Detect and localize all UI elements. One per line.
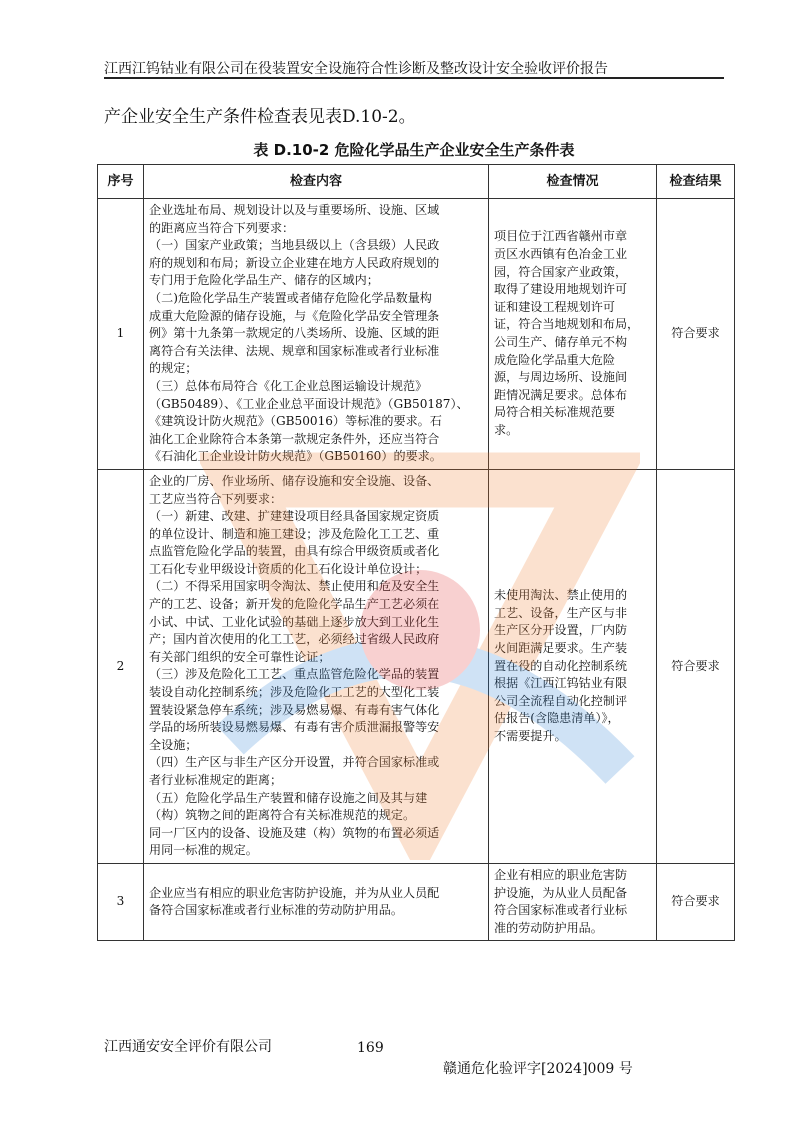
check-result-cell: 符合要求 <box>657 469 735 863</box>
check-status-line: 证，符合当地规划和布局， <box>494 317 640 332</box>
check-content-line: （四）生产区与非生产区分开设置，并符合国家标准或 <box>149 755 440 770</box>
check-status-line: 未使用淘汰、禁止使用的 <box>494 588 628 603</box>
check-content-line: 企业应当有相应的职业危害防护设施，并为从业人员配 <box>149 885 440 900</box>
header-result: 检查结果 <box>657 165 735 199</box>
row-number: 2 <box>98 469 144 863</box>
check-content-line: 油化工企业除符合本条第一款规定条件外，还应当符合 <box>149 431 440 446</box>
check-content-line: （构）筑物之间的距离符合有关标准规范的规定。 <box>149 808 416 823</box>
check-content-line: 装设自动化控制系统；涉及危险化工工艺的大型化工装 <box>149 685 440 700</box>
check-content-line: 企业选址布局、规划设计以及与重要场所、设施、区域 <box>149 203 440 217</box>
check-content-line: （三）涉及危险化工工艺、重点监管危险化学品的装置 <box>149 667 440 682</box>
page-number: 169 <box>357 1040 384 1056</box>
check-status-line: 护设施，为从业人员配备 <box>494 885 628 900</box>
check-status-line: 证和建设工程规划许可 <box>494 299 615 314</box>
check-status-line: 企业有相应的职业危害防 <box>494 867 628 882</box>
check-status-line: 局符合相关标准规范要 <box>494 405 615 420</box>
check-status-line: 成危险化学品重大危险 <box>494 352 615 367</box>
intro-text: 产企业安全生产条件检查表见表D.10-2。 <box>104 107 416 127</box>
table-row <box>98 469 735 863</box>
check-status-line: 工艺、设备，生产区与非 <box>494 605 628 620</box>
safety-conditions-table <box>97 164 735 941</box>
check-content-line: 者行业标准规定的距离； <box>149 773 283 787</box>
check-content-line: 用同一标准的规定。 <box>149 843 258 858</box>
check-content-line: 全设施； <box>149 737 198 752</box>
header-status: 检查情况 <box>489 165 657 199</box>
check-content-line: （一）新建、改建、扩建建设项目经具备国家规定资质 <box>149 509 440 524</box>
check-content-line: 成重大危险源的储存设施，与《危险化学品安全管理条 <box>149 308 440 323</box>
check-status-line: 公司全流程自动化控制评 <box>494 693 628 708</box>
check-status-line: 准的劳动防护用品。 <box>494 920 603 935</box>
document-number: 赣通危化验评字[2024]009 号 <box>443 1061 633 1077</box>
check-content-line: 的单位设计、制造和施工建设；涉及危险化工工艺、重 <box>149 526 440 541</box>
check-content-line: （GB50489）、《工业企业总平面设计规范》（GB50187）、 <box>149 396 469 411</box>
header-content: 检查内容 <box>144 165 489 199</box>
check-content-line: 专门用于危险化学品生产、储存的区域内； <box>149 273 379 288</box>
check-content-cell <box>144 199 489 470</box>
header-divider <box>104 77 724 79</box>
check-content-line: 企业的厂房、作业场所、储存设施和安全设施、设备、 <box>149 473 440 488</box>
check-status-line: 不需要提升。 <box>494 729 567 744</box>
table-row <box>98 199 735 470</box>
check-result-cell: 符合要求 <box>657 863 735 940</box>
check-status-cell <box>489 199 657 470</box>
check-content-line: 有关部门组织的安全可靠性论证； <box>149 649 331 664</box>
check-content-line: 的规定； <box>149 361 198 376</box>
check-status-line: 公司生产、储存单元不构 <box>494 334 628 349</box>
check-content-line: （三）总体布局符合《化工企业总图运输设计规范》 <box>149 378 428 393</box>
check-content-line: 工艺应当符合下列要求： <box>149 491 283 506</box>
header-no: 序号 <box>98 165 144 199</box>
check-status-line: 置在役的自动化控制系统 <box>494 658 628 673</box>
check-status-line: 根据《江西江钨钴业有限 <box>494 676 628 691</box>
row-number: 1 <box>98 199 144 470</box>
check-content-line: （二)危险化学品生产装置或者储存危险化学品数量构 <box>149 290 432 305</box>
check-status-line: 火间距满足要求。生产装 <box>494 641 628 656</box>
check-status-cell <box>489 863 657 940</box>
check-content-cell <box>144 863 489 940</box>
check-content-line: 点监管危险化学品的装置，由具有综合甲级资质或者化 <box>149 544 440 559</box>
check-content-line: 产的工艺、设备；新开发的危险化学品生产工艺必须在 <box>149 597 440 612</box>
check-status-line: 距情况满足要求。总体布 <box>494 387 628 402</box>
check-status-line: 取得了建设用地规划许可 <box>494 282 628 297</box>
check-status-line: 园，符合国家产业政策， <box>494 264 628 279</box>
check-content-cell <box>144 469 489 863</box>
check-content-line: 小试、中试、工业化试验的基础上逐步放大到工业化生 <box>149 614 440 629</box>
check-status-line: 生产区分开设置，厂内防 <box>494 623 628 638</box>
check-content-line: 府的规划和布局；新设立企业建在地方人民政府规划的 <box>149 255 440 270</box>
check-status-line: 项目位于江西省赣州市章 <box>494 229 628 244</box>
footer-company: 江西通安安全评价有限公司 <box>104 1039 272 1055</box>
check-content-line: 学品的场所装设易燃易爆、有毒有害介质泄漏报警等安 <box>149 720 440 735</box>
check-status-line: 贡区水西镇有色冶金工业 <box>494 246 628 261</box>
check-status-line: 源，与周边场所、设施间 <box>494 370 628 385</box>
table-header-row <box>98 165 735 199</box>
table-row <box>98 863 735 940</box>
check-status-line: 求。 <box>494 422 519 437</box>
check-status-line: 符合国家标准或者行业标 <box>494 903 628 918</box>
check-content-line: （二）不得采用国家明令淘汰、禁止使用和危及安全生 <box>149 579 440 594</box>
check-content-line: 《建筑设计防火规范》（GB50016）等标准的要求。石 <box>149 414 442 429</box>
check-content-line: 产；国内首次使用的化工工艺，必须经过省级人民政府 <box>149 632 440 647</box>
check-content-line: 工石化专业甲级设计资质的化工石化设计单位设计； <box>149 561 428 576</box>
check-status-cell <box>489 469 657 863</box>
check-status-line: 估报告(含隐患清单）》， <box>494 711 620 726</box>
check-content-line: 置装设紧急停车系统；涉及易燃易爆、有毒有害气体化 <box>149 702 440 717</box>
check-result-cell: 符合要求 <box>657 199 735 470</box>
table-caption: 表 D.10-2 危险化学品生产企业安全生产条件表 <box>253 141 575 159</box>
check-content-line: 离符合有关法律、法规、规章和国家标准或者行业标准 <box>149 343 440 358</box>
row-number: 3 <box>98 863 144 940</box>
check-content-line: 备符合国家标准或者行业标准的劳动防护用品。 <box>149 903 403 918</box>
check-content-line: 的距离应当符合下列要求： <box>149 220 295 235</box>
check-content-line: 《石油化工企业设计防火规范》（GB50160）的要求。 <box>149 449 442 464</box>
report-header-title: 江西江钨钴业有限公司在役装置安全设施符合性诊断及整改设计安全验收评价报告 <box>104 61 608 77</box>
check-content-line: 例》第十九条第一款规定的八类场所、设施、区域的距 <box>149 326 440 341</box>
check-content-line: （一）国家产业政策；当地县级以上（含县级）人民政 <box>149 238 440 253</box>
check-content-line: 同一厂区内的设备、设施及建（构）筑物的布置必须适 <box>149 825 440 840</box>
check-content-line: （五）危险化学品生产装置和储存设施之间及其与建 <box>149 790 428 805</box>
